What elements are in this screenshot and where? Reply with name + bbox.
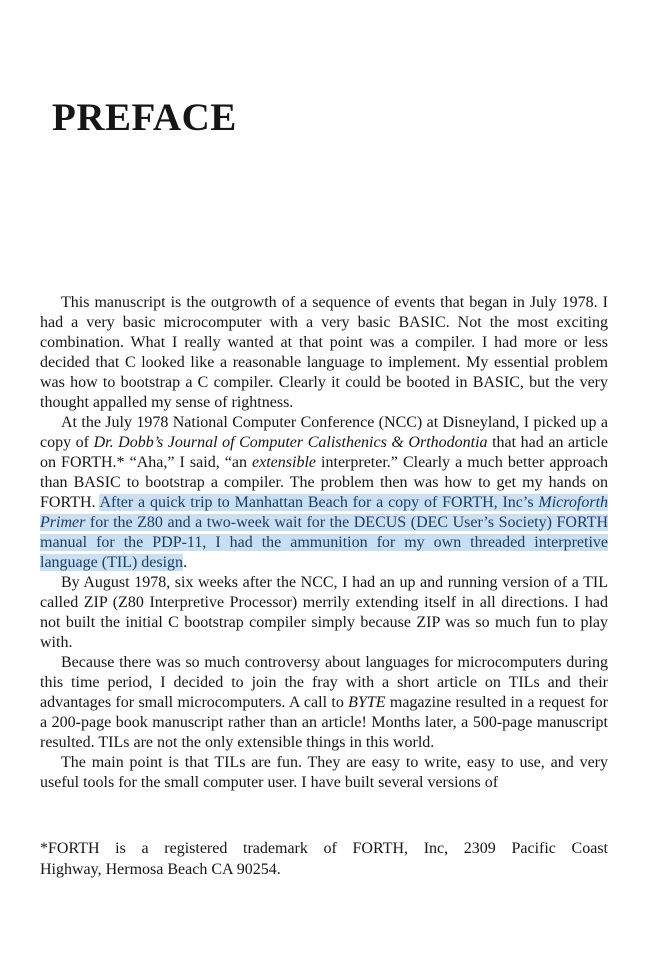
paragraph-4-text-a: Because there was so much controversy about languages for microcomputers during this time period, I decided to join the fray with a short article on TILs and their advantages for small microcomputers. A call to [40,654,608,711]
highlight-text-b: for the Z80 and a two-week wait for the DECUS (DEC User’s Society) FORTH manual for the PDP-11, I had the ammunition for my own threaded interpretive language (TIL) design [40,514,608,571]
paragraph-1 [40,293,608,413]
paragraph-1-text: This manuscript is the outgrowth of a sequence of events that began in July 1978. I had a very basic microcomputer with a very basic BASIC. Not the most exciting combination. What I really wanted at that point was a compiler. I had more or less decided that C looked like a reasonable language to implement. My essential problem was how to bootstrap a C compiler. Clearly it could be booted in BASIC, but the very thought appalled my sense of rightness. [40,294,608,411]
paragraph-2-text-a: At the July 1978 National Computer Conference (NCC) at Disneyland, I picked up a copy of [40,414,608,451]
preface-body [40,293,608,793]
paragraph-5 [40,753,608,793]
highlight-text-a: After a quick trip to Manhattan Beach for a copy of FORTH, Inc’s [99,494,539,511]
paragraph-3-text: By August 1978, six weeks after the NCC, I had an up and running version of a TIL called ZIP (Z80 Interpretive Processor) merrily extending itself in all directions. I had not built the initial C bootstrap compiler simply because ZIP was so much fun to play with. [40,574,608,651]
paragraph-2-text-b: that had an article on FORTH.* “Aha,” I said, “an [40,434,608,471]
page-title: PREFACE [52,96,237,139]
paragraph-2-text-c: interpreter.” Clearly a much better approach than BASIC to bootstrap a compiler. The problem then was how to get my hands on FORTH. [40,454,609,511]
paragraph-4 [40,653,608,753]
footnote-line-1: *FORTH is a registered trademark of FORTH, Inc, 2309 Pacific Coast [40,840,608,857]
highlighted-passage [40,494,608,571]
paragraph-2 [40,413,608,573]
byte-magazine-italic: BYTE [348,694,386,711]
microforth-primer-italic: Microforth Primer [40,494,609,531]
footnote [40,838,608,880]
extensible-italic: extensible [252,454,316,471]
paragraph-3 [40,573,608,653]
paragraph-4-text-b: magazine resulted in a request for a 200-page book manuscript rather than an article! Months later, a 500-page manuscript resulted. TILs are not the only extensible things in this world. [40,694,608,751]
paragraph-5-text: The main point is that TILs are fun. They are easy to write, easy to use, and very useful tools for the small computer user. I have built several versions of [40,754,608,791]
paragraph-2-text-d: . [183,554,188,571]
journal-title-italic: Dr. Dobb’s Journal of Computer Calisthenics & Orthodontia [93,434,488,451]
footnote-line-2: Highway, Hermosa Beach CA 90254. [40,861,281,878]
